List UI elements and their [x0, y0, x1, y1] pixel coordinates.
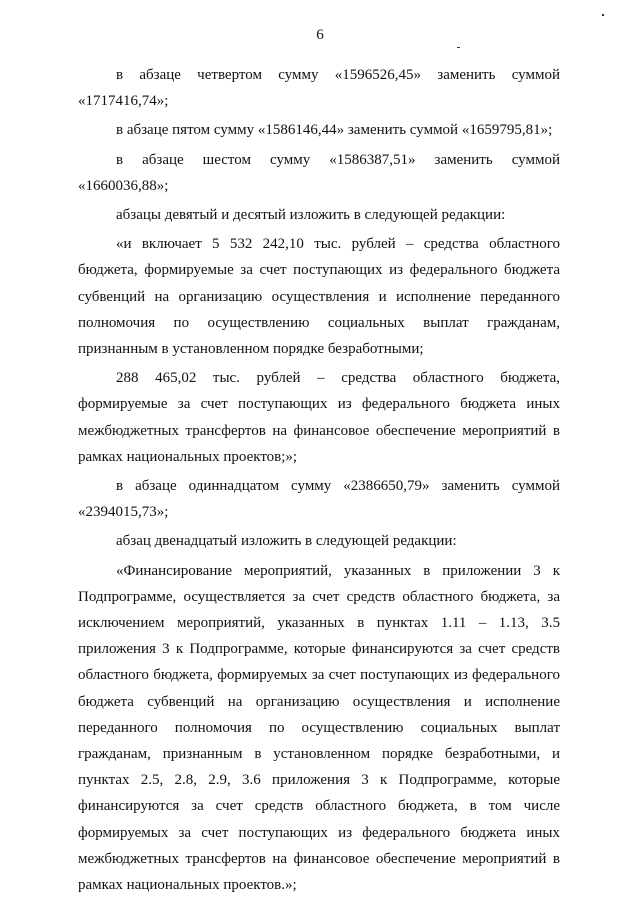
paragraph-twelfth-intro: абзац двенадцатый изложить в следующей редакции:: [116, 533, 457, 550]
paragraph-financing-text: «Финансирование мероприятий, указанных в приложении 3 к Подпрограмме, осуществляется за счет средств областного бюджета, за исключением мероприятий, указанных в пунктах 1.11 – 1.13, 3.5 приложения 3 к Подпрограмме, которые финансируются за счет средств областного бюджета, формируемых за счет поступающих из федерального бюджета субвенций на организацию осуществления и исполнение переданного полномочия по осуществлению социальных выплат гражданам, признанным в установленном порядке безработными, и пунктах 2.5, 2.8, 2.9, 3.6 приложения 3 к Подпрограмме, которые финансируются за счет средств областного бюджета, в том числе формируемых за счет поступающих из федерального бюджета иных межбюджетных трансфертов на финансовое обеспечение мероприятий в рамках национальных проектов.»;: [78, 562, 560, 894]
paragraph-amend-sixth: в абзаце шестом сумму «1586387,51» заменить суммой «1660036,88»;: [78, 151, 560, 194]
scan-speck: [457, 47, 460, 48]
scan-speck: [602, 14, 604, 16]
paragraph-amend-eleventh: в абзаце одиннадцатом сумму «2386650,79» заменить суммой «2394015,73»;: [78, 478, 560, 521]
paragraph-national-projects-transfers: 288 465,02 тыс. рублей – средства областного бюджета, формируемые за счет поступающих из федерального бюджета иных межбюджетных трансфертов на финансовое обеспечение мероприятий в рамках национальных проектов;»;: [78, 370, 560, 465]
document-body: [78, 62, 560, 898]
paragraph-amend-fourth: в абзаце четвертом сумму «1596526,45» заменить суммой «1717416,74»;: [78, 67, 560, 110]
paragraph-ninth-tenth-intro: абзацы девятый и десятый изложить в следующей редакции:: [116, 207, 506, 224]
paragraph-regional-budget-subventions: «и включает 5 532 242,10 тыс. рублей – средства областного бюджета, формируемые за счет поступающих из федерального бюджета субвенций на организацию осуществления и исполнение переданного полномочия по осуществлению социальных выплат гражданам, признанным в установленном порядке безработными;: [78, 236, 560, 358]
paragraph-amend-fifth: в абзаце пятом сумму «1586146,44» заменить суммой «1659795,81»;: [116, 122, 553, 139]
page-number: 6: [316, 27, 324, 43]
